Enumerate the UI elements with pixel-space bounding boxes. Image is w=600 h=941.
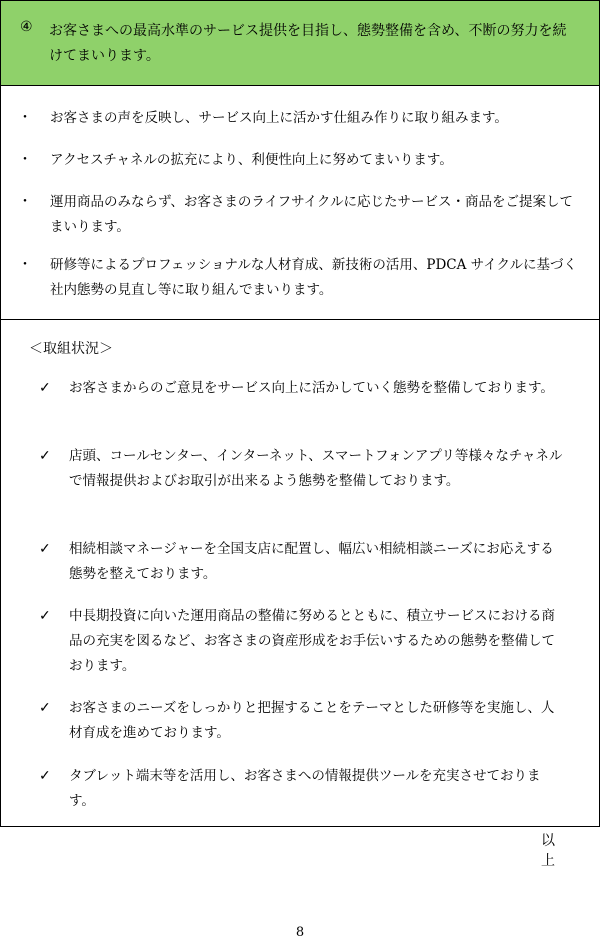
- status-item-text: タブレット端末等を活用し、お客さまへの情報提供ツールを充実させております。: [69, 768, 541, 809]
- check-icon: ✓: [39, 541, 51, 557]
- bullet-text: 研修等によるプロフェッショナルな人材育成、新技術の活用、PDCA サイクルに基づく社内態勢の見直し等に取り組んでまいります。: [50, 257, 578, 298]
- closing-mark: [541, 830, 600, 870]
- bullet-text: 運用商品のみならず、お客さまのライフサイクルに応じたサービス・商品をご提案してまいります。: [50, 194, 573, 235]
- status-item-text: お客さまのニーズをしっかりと把握することをテーマとした研修等を実施し、人材育成を進めております。: [69, 700, 555, 741]
- status-title: ＜取組状況＞: [29, 341, 113, 357]
- bullet-marker: ・: [18, 152, 32, 168]
- status-item-text: 相続相談マネージャーを全国支店に配置し、幅広い相続相談ニーズにお応えする態勢を整えております。: [69, 541, 554, 582]
- status-item-text: 店頭、コールセンター、インターネット、スマートフォンアプリ等様々なチャネルで情報提供およびお取引が出来るよう態勢を整備しております。: [69, 448, 563, 489]
- bullet-text: お客さまの声を反映し、サービス向上に活かす仕組み作りに取り組みます。: [50, 110, 508, 126]
- check-icon: ✓: [39, 768, 51, 784]
- status-item-text: 中長期投資に向いた運用商品の整備に努めるとともに、積立サービスにおける商品の充実を図るなど、お客さまの資産形成をお手伝いするための態勢を整備しております。: [69, 608, 555, 674]
- check-icon: ✓: [39, 380, 51, 396]
- status-section: [1, 320, 599, 826]
- bullet-marker: ・: [18, 110, 32, 126]
- closing-second: 上: [541, 853, 555, 869]
- check-icon: ✓: [39, 448, 51, 464]
- policy-bullet-list: [1, 86, 599, 320]
- bullet-marker: ・: [18, 194, 32, 210]
- bullet-marker: ・: [18, 257, 32, 273]
- section-header: [1, 1, 599, 86]
- check-icon: ✓: [39, 608, 51, 624]
- closing-first: 以: [541, 833, 555, 849]
- header-number: ④: [20, 19, 33, 35]
- bullet-text: アクセスチャネルの拡充により、利便性向上に努めてまいります。: [50, 152, 453, 168]
- header-text: お客さまへの最高水準のサービス提供を目指し、態勢整備を含め、不断の努力を続けてまいります。: [49, 23, 567, 64]
- page-number: 8: [295, 925, 305, 940]
- status-item-text: お客さまからのご意見をサービス向上に活かしていく態勢を整備しております。: [69, 380, 554, 396]
- check-icon: ✓: [39, 700, 51, 716]
